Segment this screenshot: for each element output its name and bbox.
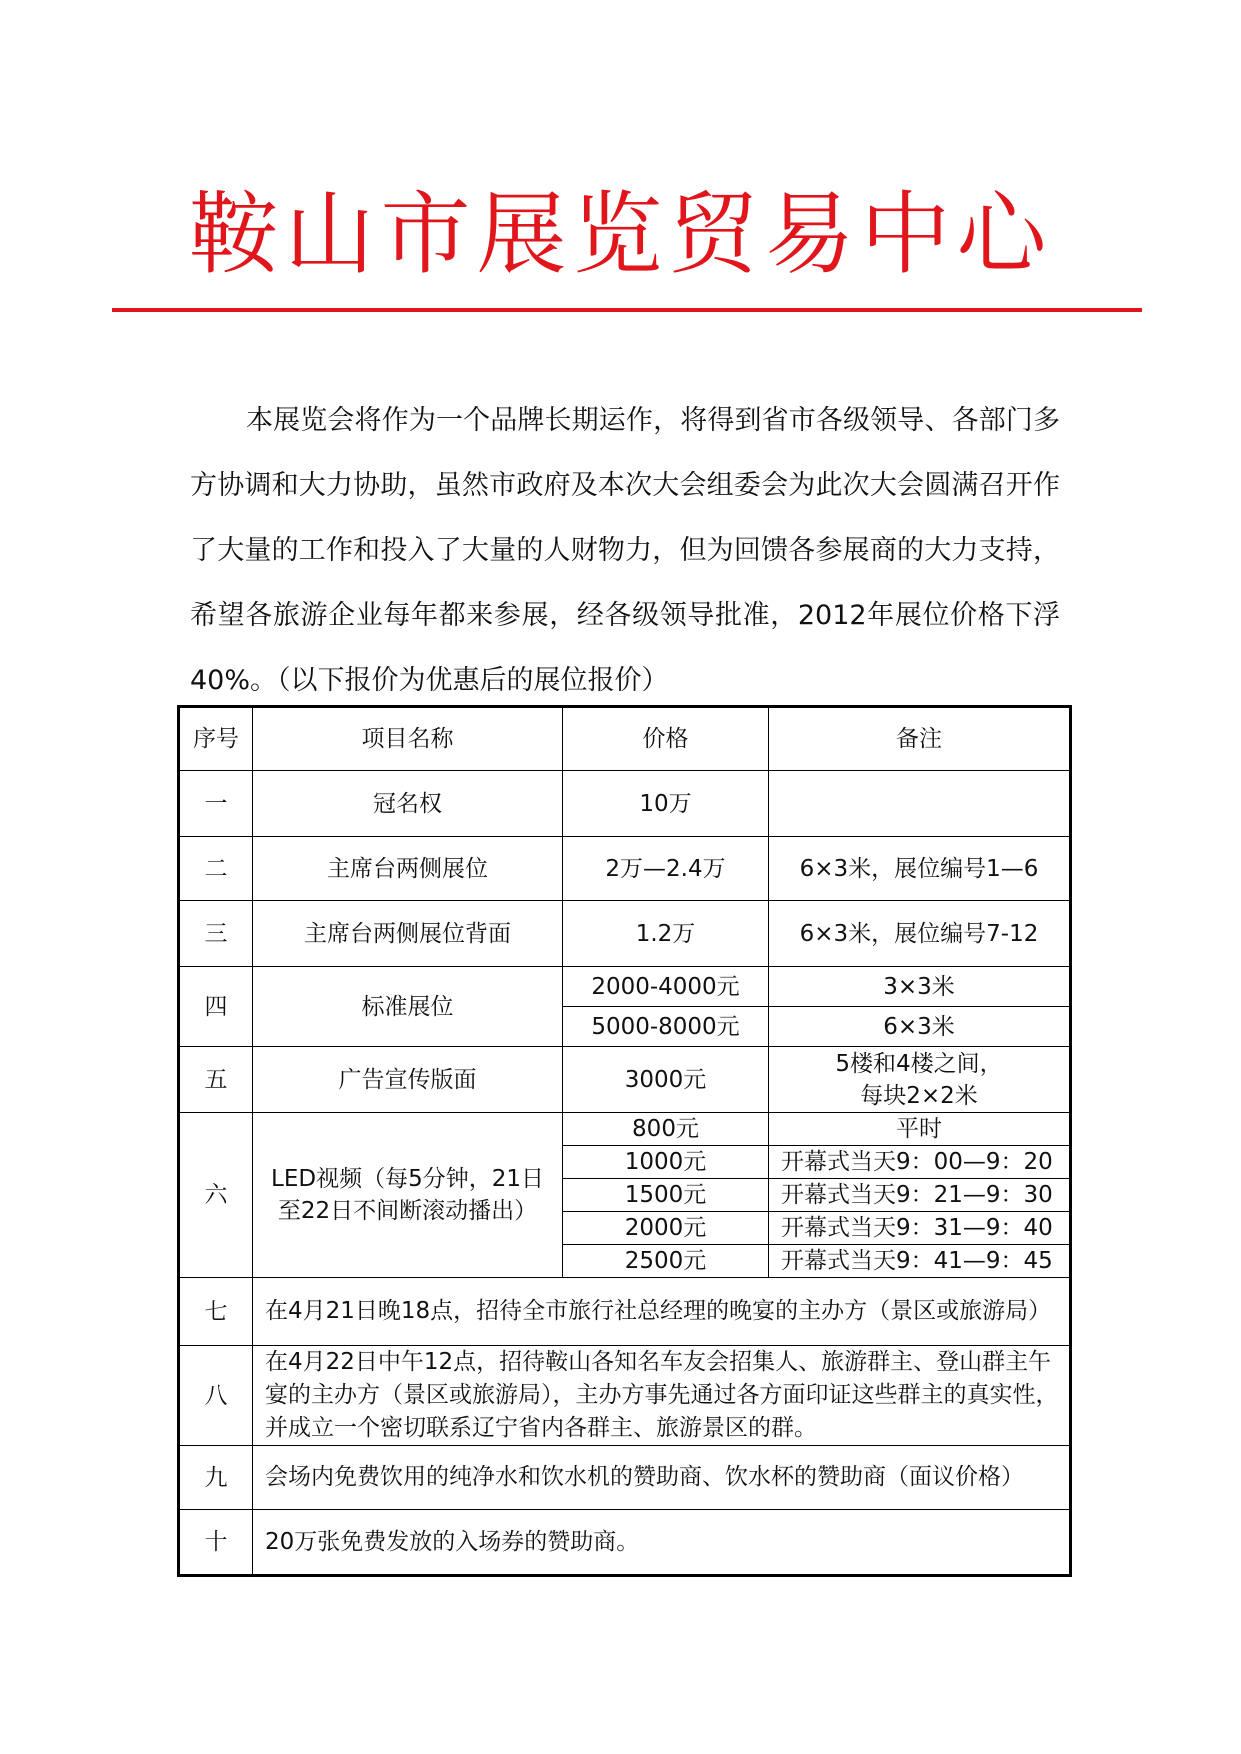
- note-line: 5楼和4楼之间，: [835, 1050, 1003, 1077]
- row-number: 五: [179, 1047, 253, 1113]
- item-price: 2000-4000元: [563, 967, 769, 1007]
- item-name: 广告宣传版面: [253, 1047, 563, 1113]
- row-number: 九: [179, 1446, 253, 1510]
- table-row: [179, 1446, 1071, 1510]
- item-description: 在4月21日晚18点，招待全市旅行社总经理的晚宴的主办方（景区或旅游局）: [253, 1278, 1071, 1346]
- row-number: 四: [179, 967, 253, 1047]
- intro-paragraph: 本展览会将作为一个品牌长期运作，将得到省市各级领导、各部门多方协调和大力协助，虽然市政府及本次大会组委会为此次大会圆满召开作了大量的工作和投入了大量的人财物力，但为回馈各参展商的大力支持，希望各旅游企业每年都来参展，经各级领导批准，2012年展位价格下浮40%。（以下报价为优惠后的展位报价）: [190, 405, 1060, 696]
- row-number: 七: [179, 1278, 253, 1346]
- header-divider: [112, 308, 1142, 312]
- item-price: 800元: [563, 1113, 769, 1146]
- item-price: 2500元: [563, 1245, 769, 1278]
- item-note: 6×3米: [769, 1007, 1071, 1047]
- row-number: 六: [179, 1113, 253, 1278]
- table-row: [179, 1047, 1071, 1113]
- item-price: 1.2万: [563, 901, 769, 967]
- item-note: [769, 1047, 1071, 1113]
- item-price: 5000-8000元: [563, 1007, 769, 1047]
- item-description: 会场内免费饮用的纯净水和饮水机的赞助商、饮水杯的赞助商（面议价格）: [253, 1446, 1071, 1510]
- item-price: 3000元: [563, 1047, 769, 1113]
- table-row: [179, 1510, 1071, 1576]
- intro-section: [190, 388, 1060, 713]
- table-row: [179, 1113, 1071, 1146]
- header-cell: 序号: [179, 707, 253, 771]
- item-note: 开幕式当天9：41—9：45: [769, 1245, 1071, 1278]
- item-note: 平时: [769, 1113, 1071, 1146]
- row-number: 一: [179, 771, 253, 837]
- header-cell: 备注: [769, 707, 1071, 771]
- item-note: 开幕式当天9：00—9：20: [769, 1146, 1071, 1179]
- item-name: 冠名权: [253, 771, 563, 837]
- item-note: [769, 771, 1071, 837]
- table-row: [179, 1346, 1071, 1446]
- table-row: [179, 967, 1071, 1007]
- item-note: 开幕式当天9：21—9：30: [769, 1179, 1071, 1212]
- organization-title: 鞍山市展览贸易中心: [188, 182, 1053, 287]
- item-name: 主席台两侧展位: [253, 837, 563, 901]
- item-name: LED视频（每5分钟，21日至22日不间断滚动播出）: [253, 1113, 563, 1278]
- item-name: 主席台两侧展位背面: [253, 901, 563, 967]
- item-note: 3×3米: [769, 967, 1071, 1007]
- item-price: 2万—2.4万: [563, 837, 769, 901]
- note-line: 每块2×2米: [860, 1082, 978, 1109]
- row-number: 十: [179, 1510, 253, 1576]
- header-cell: 项目名称: [253, 707, 563, 771]
- item-description: 20万张免费发放的入场券的赞助商。: [253, 1510, 1071, 1576]
- header-cell: 价格: [563, 707, 769, 771]
- item-note: 6×3米，展位编号1—6: [769, 837, 1071, 901]
- item-price: 1500元: [563, 1179, 769, 1212]
- table-row: [179, 771, 1071, 837]
- row-number: 三: [179, 901, 253, 967]
- table-row: [179, 901, 1071, 967]
- item-name: 标准展位: [253, 967, 563, 1047]
- row-number: 二: [179, 837, 253, 901]
- table-header-row: [179, 707, 1071, 771]
- item-note: 6×3米，展位编号7-12: [769, 901, 1071, 967]
- price-table: [177, 705, 1072, 1577]
- item-price: 10万: [563, 771, 769, 837]
- item-note: 开幕式当天9：31—9：40: [769, 1212, 1071, 1245]
- item-price: 1000元: [563, 1146, 769, 1179]
- table-row: [179, 837, 1071, 901]
- row-number: 八: [179, 1346, 253, 1446]
- item-description: 在4月22日中午12点，招待鞍山各知名车友会招集人、旅游群主、登山群主午宴的主办方（景区或旅游局），主办方事先通过各方面印证这些群主的真实性，并成立一个密切联系辽宁省内各群主、旅游景区的群。: [253, 1346, 1071, 1446]
- item-price: 2000元: [563, 1212, 769, 1245]
- table-row: [179, 1278, 1071, 1346]
